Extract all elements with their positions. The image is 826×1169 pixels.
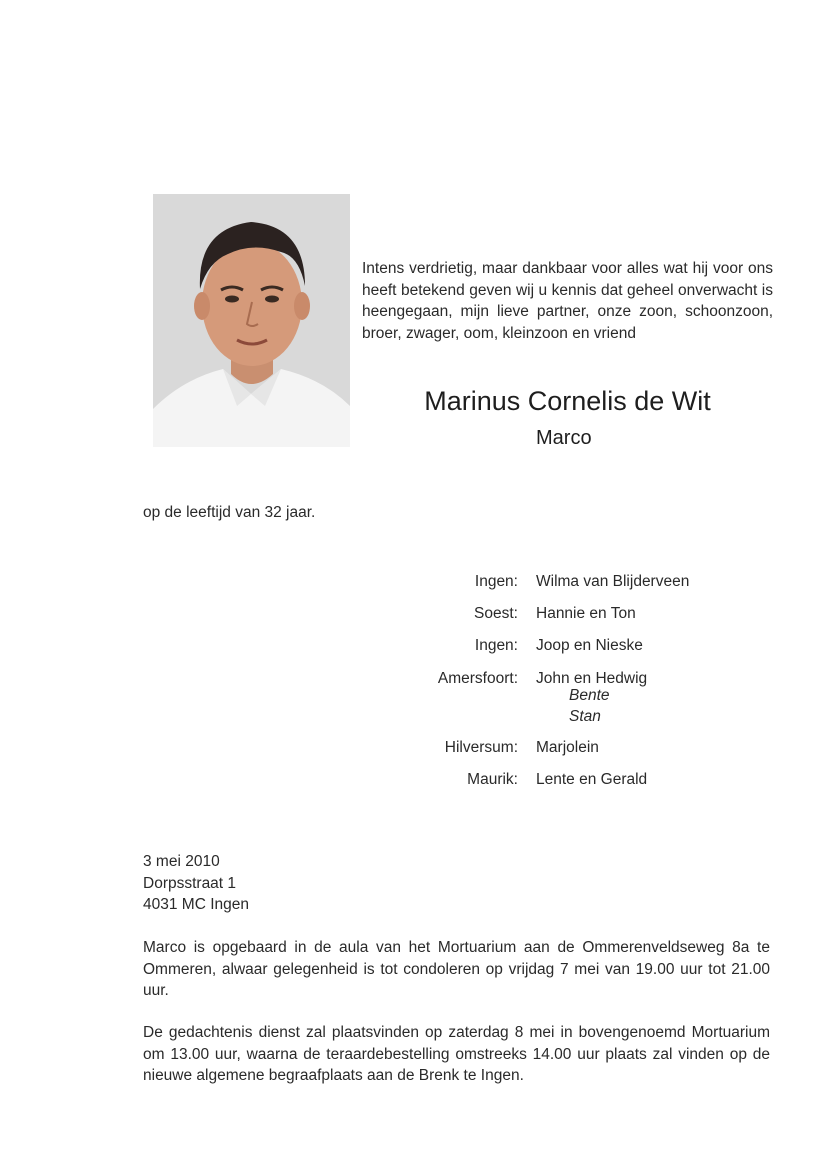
relative-names: Joop en Nieske <box>536 637 643 654</box>
relative-row <box>0 605 826 627</box>
funeral-paragraph: De gedachtenis dienst zal plaatsvinden op zaterdag 8 mei in bovengenoemd Mortuarium om 13.00 uur, waarna de teraardebestelling omstreeks 14.00 uur plaats zal vinden op de nieuwe algemene begraafplaats aan de Brenk te Ingen. <box>143 1024 770 1084</box>
relative-place: Ingen: <box>474 573 518 590</box>
relative-row <box>0 573 826 595</box>
return-address <box>143 851 249 916</box>
viewing-paragraph: Marco is opgebaard in de aula van het Mortuarium aan de Ommerenveldseweg 8a te Ommeren, alwaar gelegenheid is tot condoleren op vrijdag 7 mei van 19.00 uur tot 21.00 uur. <box>143 939 770 999</box>
address-postal-city: 4031 MC Ingen <box>143 896 249 913</box>
deceased-nickname: Marco <box>536 427 592 449</box>
relative-names: Wilma van Blijderveen <box>536 573 690 590</box>
relative-row <box>0 670 826 692</box>
address-date: 3 mei 2010 <box>143 853 220 870</box>
relative-child: Stan <box>569 708 601 725</box>
relative-row <box>0 637 826 659</box>
intro-text: Intens verdrietig, maar dankbaar voor alles wat hij voor ons heeft betekend geven wij u kennis dat geheel onverwacht is heengegaan, mijn lieve partner, onze zoon, schoonzoon, broer, zwager, oom, kleinzoon en vriend <box>362 260 773 342</box>
portrait-photo <box>153 194 350 447</box>
relative-place: Ingen: <box>474 637 518 654</box>
relative-place: Hilversum: <box>444 739 518 756</box>
address-street: Dorpsstraat 1 <box>143 874 237 892</box>
deceased-full-name: Marinus Cornelis de Wit <box>424 386 711 416</box>
portrait-icon <box>153 194 350 447</box>
relative-place: Maurik: <box>467 771 518 788</box>
relative-place: Soest: <box>474 605 518 622</box>
relative-child: Bente <box>569 687 610 704</box>
relative-names: Lente en Gerald <box>536 771 648 788</box>
relative-names: Marjolein <box>536 739 599 756</box>
age-text: op de leeftijd van 32 jaar. <box>143 504 316 521</box>
relative-names: John en Hedwig <box>536 670 648 687</box>
relative-row <box>0 771 826 793</box>
relative-names: Hannie en Ton <box>536 605 636 622</box>
relative-place: Amersfoort: <box>437 670 518 687</box>
relative-row <box>0 739 826 761</box>
